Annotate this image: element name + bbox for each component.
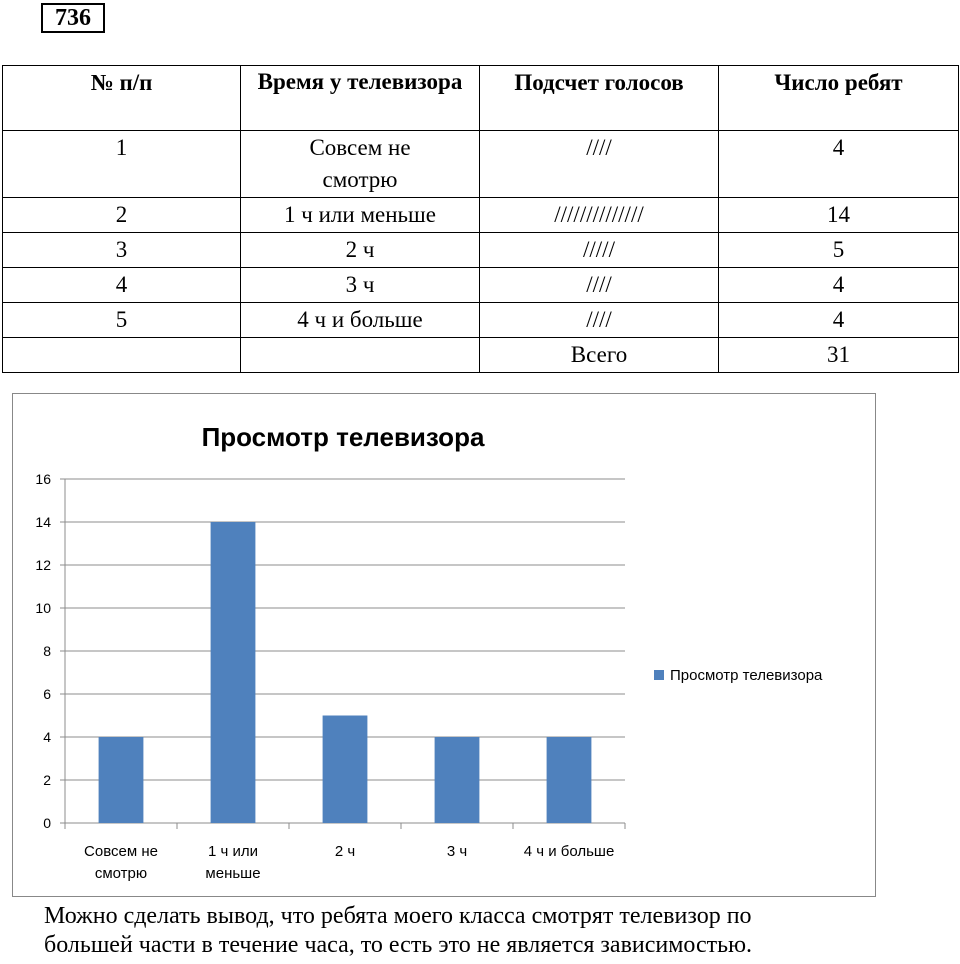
- cell-number: 1: [3, 131, 241, 198]
- y-tick-label: 8: [43, 643, 51, 659]
- cell-number: 3: [3, 233, 241, 268]
- cell-number: 4: [3, 268, 241, 303]
- y-tick-label: 12: [35, 557, 51, 573]
- chart-title: Просмотр телевизора: [201, 422, 485, 452]
- cell-tally: ////: [480, 131, 719, 198]
- header-vote-count: Подсчет голосов: [480, 66, 719, 131]
- bar-chart: [12, 393, 876, 897]
- y-tick-label: 4: [43, 729, 51, 745]
- cell-count: 4: [719, 303, 959, 338]
- cell-tally: /////: [480, 233, 719, 268]
- header-children-count: Число ребят: [719, 66, 959, 131]
- cell-empty: [241, 338, 480, 373]
- x-tick-label: 3 ч: [446, 843, 468, 860]
- header-number: № п/п: [3, 66, 241, 131]
- cell-empty: [3, 338, 241, 373]
- cell-count: 5: [719, 233, 959, 268]
- cell-total-label: Всего: [480, 338, 719, 373]
- bar: [323, 716, 368, 824]
- x-tick-label: 1 ч или меньше: [205, 843, 261, 882]
- table-header-row: [3, 66, 959, 131]
- cell-tv-time: 2 ч: [241, 233, 480, 268]
- table-row: [3, 131, 959, 198]
- cell-tv-time: Совсем не смотрю: [241, 131, 480, 198]
- cell-tally: //////////////: [480, 198, 719, 233]
- conclusion-text: [44, 902, 944, 960]
- header-tv-time: Время у телевизора: [241, 66, 480, 131]
- cell-tally: ////: [480, 303, 719, 338]
- conclusion-line: большей части в течение часа, то есть это не является зависимостью.: [44, 932, 753, 958]
- x-tick-label: Совсем не смотрю: [84, 843, 158, 882]
- task-number: 736: [41, 3, 105, 33]
- legend-label: Просмотр телевизора: [670, 667, 823, 684]
- bar: [435, 737, 480, 823]
- conclusion-line: Можно сделать вывод, что ребята моего класса смотрят телевизор по: [44, 903, 752, 929]
- cell-tv-time: 3 ч: [241, 268, 480, 303]
- y-tick-label: 6: [43, 686, 51, 702]
- x-tick-label: 4 ч и больше: [523, 843, 615, 860]
- cell-tv-time: 1 ч или меньше: [241, 198, 480, 233]
- legend-swatch: [654, 670, 664, 680]
- cell-count: 4: [719, 268, 959, 303]
- y-tick-label: 16: [35, 471, 51, 487]
- cell-count: 4: [719, 131, 959, 198]
- table-row: [3, 268, 959, 303]
- cell-number: 5: [3, 303, 241, 338]
- table-row: [3, 233, 959, 268]
- x-tick-label: 2 ч: [334, 843, 356, 860]
- cell-total-value: 31: [719, 338, 959, 373]
- cell-count: 14: [719, 198, 959, 233]
- table-total-row: [3, 338, 959, 373]
- bar: [211, 522, 256, 823]
- cell-tv-time: 4 ч и больше: [241, 303, 480, 338]
- cell-tally: ////: [480, 268, 719, 303]
- tv-survey-table: [2, 65, 959, 373]
- y-tick-label: 14: [35, 514, 51, 530]
- table-row: [3, 198, 959, 233]
- bar: [547, 737, 592, 823]
- bar: [99, 737, 144, 823]
- y-tick-label: 0: [43, 815, 51, 831]
- table-row: [3, 303, 959, 338]
- y-tick-label: 10: [35, 600, 51, 616]
- y-tick-label: 2: [43, 772, 51, 788]
- chart-svg: [13, 394, 875, 896]
- cell-number: 2: [3, 198, 241, 233]
